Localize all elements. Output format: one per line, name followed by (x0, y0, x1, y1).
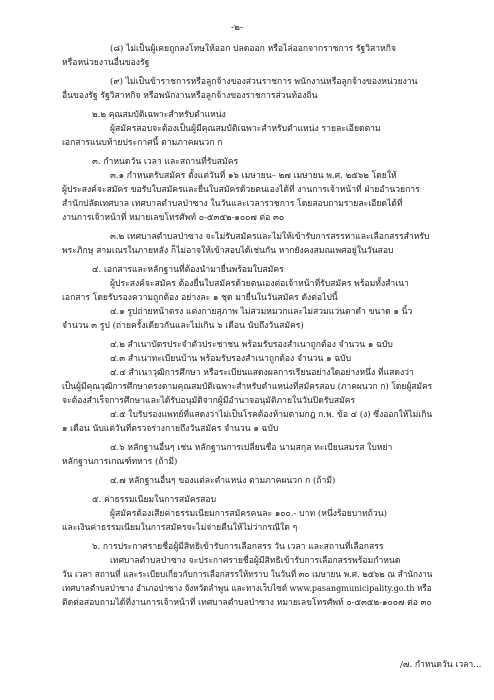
text-line: เทศบาลตำบลป่าซาง อำเภอป่าซาง จังหวัดลำพูน และทางเว็บไซต์ www.pasangmunicipality.go.th หรือ (62, 584, 432, 594)
text-line: ๖. การประกาศรายชื่อผู้มีสิทธิเข้ารับการเลือกสรร วัน เวลา และสถานที่เลือกสรร (92, 542, 384, 552)
text-line: ๔.๖ หลักฐานอื่นๆ เช่น หลักฐานการเปลี่ยนชื่อ นามสกุล ทะเบียนสมรส ใบหย่า (110, 443, 393, 453)
text-line: สำนักปลัดเทศบาล เทศบาลตำบลป่าซาง ในวันและเวลาราชการ โดยสอบถามรายละเอียดได้ที่ (62, 199, 403, 209)
text-line: และเงินค่าธรรมเนียมในการสมัครจะไม่จ่ายคืนให้ไม่ว่ากรณีใด ๆ (62, 523, 298, 533)
text-line: งานการเจ้าหน้าที่ หมายเลขโทรศัพท์ ๐-๕๓๕๒-๑๐๐๗ ต่อ ๓๐ (62, 213, 285, 223)
text-line: (๙) ไม่เป็นข้าราชการหรือลูกจ้างของส่วนราชการ พนักงานหรือลูกจ้างของหน่วยงาน (110, 77, 418, 87)
text-line: ผู้สมัครต้องเสียค่าธรรมเนียมการสมัครคนละ ๑๐๐.- บาท (หนึ่งร้อยบาทถ้วน) (110, 509, 387, 519)
text-line: ๒.๒ คุณสมบัติเฉพาะสำหรับตำแหน่ง (92, 110, 226, 120)
text-line: ๔.๕ ใบรับรองแพทย์ที่แสดงว่าไม่เป็นโรคต้องห้ามตามกฎ ก.พ. ข้อ ๔ (ง) ซึ่งออกให้ไม่เกิน (110, 410, 433, 420)
text-line: ๔.๓ สำเนาทะเบียนบ้าน พร้อมรับรองสำเนาถูกต้อง จำนวน ๑ ฉบับ (110, 354, 352, 364)
text-line: ผู้ประสงค์จะสมัคร ขอรับใบสมัครและยื่นใบสมัครด้วยตนเองได้ที่ งานการเจ้าหน้าที่ ฝ่ายอำนวยการ (62, 185, 420, 195)
text-line: ๔.๑ รูปถ่ายหน้าตรง แต่งกายสุภาพ ไม่สวมหมวกและไม่สวมแว่นตาดำ ขนาด ๑ นิ้ว (110, 307, 413, 317)
text-line: ผู้ประสงค์จะสมัคร ต้องยื่นใบสมัครด้วยตนเองต่อเจ้าหน้าที่รับสมัคร พร้อมทั้งสำเนา (110, 279, 409, 289)
text-line: จำนวน ๓ รูป (ถ่ายครั้งเดียวกันและไม่เกิน ๖ เดือน นับถึงวันสมัคร) (62, 321, 304, 331)
text-line: (๘) ไม่เป็นผู้เคยถูกลงโทษให้ออก ปลดออก หรือไล่ออกจากราชการ รัฐวิสาหกิจ (110, 44, 396, 54)
text-line: ๓.๒ เทศบาลตำบลป่าซาง จะไม่รับสมัครและไม่ให้เข้ารับการสรรหาและเลือกสรรสำหรับ (110, 232, 430, 242)
text-line: ผู้สมัครสอบจะต้องเป็นผู้มีคุณสมบัติเฉพาะสำหรับตำแหน่ง รายละเอียดตาม (110, 124, 381, 134)
text-line: อื่นของรัฐ รัฐวิสาหกิจ หรือพนักงานหรือลูกจ้างของราชการส่วนท้องถิ่น (62, 91, 318, 101)
text-line: ๑ เดือน นับแต่วันที่ตรวจร่างกายถึงวันสมัคร จำนวน ๑ ฉบับ (62, 424, 279, 434)
text-line: ๓. กำหนดวัน เวลา และสถานที่รับสมัคร (92, 157, 239, 167)
text-line: ๔. เอกสารและหลักฐานที่ต้องนำมายื่นพร้อมใบสมัคร (92, 265, 284, 275)
text-line: พระภิกษุ สามเณรในภายหลัง ก็ไม่อาจให้เข้าสอบได้เช่นกัน หากยังคงสมณเพศอยู่ในวันสอบ (62, 246, 394, 256)
text-line: เทศบาลตำบลป่าซาง จะประกาศรายชื่อผู้มีสิทธิเข้ารับการเลือกสรรพร้อมกำหนด (110, 556, 401, 566)
text-line: ๓.๑ กำหนดรับสมัคร ตั้งแต่วันที่ ๑๖ เมษายน– ๒๗ เมษายน พ.ศ. ๒๕๖๒ โดยให้ (110, 171, 397, 181)
text-line: หลักฐานการเกณฑ์ทหาร (ถ้ามี) (62, 457, 178, 467)
text-line: เอกสารแนบท้ายประกาศนี้ ตามภาคผนวก ก (62, 138, 223, 148)
text-line: ๕. ค่าธรรมเนียมในการสมัครสอบ (92, 495, 217, 505)
text-line: ๔.๗ หลักฐานอื่นๆ ของแต่ละตำแหน่ง ตามภาคผนวก ก (ถ้ามี) (110, 476, 336, 486)
text-line: เป็นผู้มีคุณวุฒิการศึกษาตรงตามคุณสมบัติเฉพาะสำหรับตำแหน่งที่สมัครสอบ (ภาคผนวก ก) โดยผู้สมัคร (62, 382, 433, 392)
text-line: หรือหน่วยงานอื่นของรัฐ (62, 58, 150, 68)
text-line: เอกสาร โดยรับรองความถูกต้อง อย่างละ ๑ ชุด มายื่นในวันสมัคร ดังต่อไปนี้ (62, 293, 338, 303)
text-line: ๔.๔ สำเนาวุฒิการศึกษา หรือระเบียนแสดงผลการเรียนอย่างใดอย่างหนึ่ง ที่แสดงว่า (110, 368, 414, 378)
text-line: จะต้องสำเร็จการศึกษาและได้รับอนุมัติจากผู้มีอำนาจอนุมัติภายในวันปิดรับสมัคร (62, 396, 356, 406)
continuation-note: /๗. กำหนดวัน เวลา... (400, 660, 482, 670)
text-line: วัน เวลา สถานที่ และระเบียบเกี่ยวกับการเลือกสรรให้ทราบ ในวันที่ ๓๐ เมษายน พ.ศ. ๒๕๖๒ ณ สำนักงาน (62, 570, 433, 580)
text-line: ๔.๒ สำเนาบัตรประจำตัวประชาชน พร้อมรับรองสำเนาถูกต้อง จำนวน ๑ ฉบับ (110, 340, 393, 350)
page-number: -๒- (231, 23, 244, 33)
text-line: ติดต่อสอบถามได้ที่งานการเจ้าหน้าที่ เทศบาลตำบลป่าซาง หมายเลขโทรศัพท์ ๐-๕๓๕๒-๑๐๐๗ ต่อ ๓๐ (62, 598, 432, 608)
